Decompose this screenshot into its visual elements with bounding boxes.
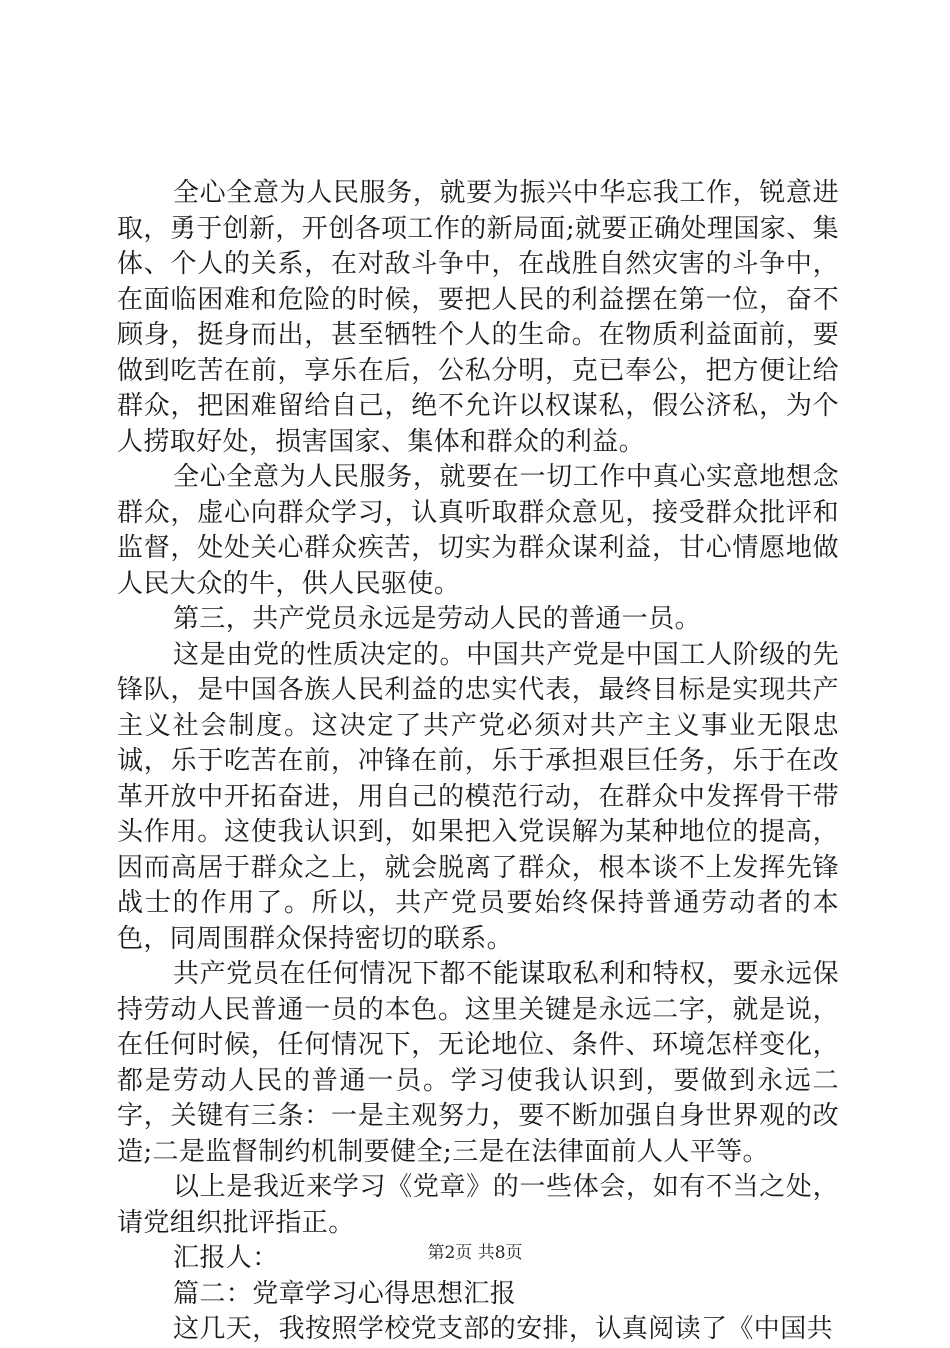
- reporter-line: 汇报人：: [173, 1243, 279, 1273]
- section-title: 篇二：党章学习心得思想汇报: [173, 1278, 517, 1309]
- document-body: [117, 176, 839, 1348]
- paragraph-2: 全心全意为人民服务，就要在一切工作中真心实意地想念群众，虚心向群众学习，认真听取群众意见，接受群众批评和监督，处处关心群众疾苦，切实为群众谋利益，甘心情愿地做人民大众的牛，供人民驱使。: [117, 462, 839, 599]
- paragraph-9: 这几天，我按照学校党支部的安排，认真阅读了《中国共: [173, 1314, 834, 1344]
- paragraph-6: 以上是我近来学习《党章》的一些体会，如有不当之处，请党组织批评指正。: [117, 1172, 839, 1238]
- paragraph-1: 全心全意为人民服务，就要为振兴中华忘我工作，锐意进取，勇于创新，开创各项工作的新局面;就要正确处理国家、集体、个人的关系，在对敌斗争中，在战胜自然灾害的斗争中，在面临困难和危险的时候，要把人民的利益摆在第一位，奋不顾身，挺身而出，甚至牺牲个人的生命。在物质利益面前，要做到吃苦在前，享乐在后，公私分明，克已奉公，把方便让给群众，把困难留给自己，绝不允许以权谋私，假公济私，为个人捞取好处，损害国家、集体和群众的利益。: [117, 178, 839, 457]
- paragraph-3-heading: 第三，共产党员永远是劳动人民的普通一员。: [173, 604, 702, 634]
- page-number: 第2页 共8页: [427, 1243, 523, 1263]
- paragraph-5: 共产党员在任何情况下都不能谋取私利和特权，要永远保持劳动人民普通一员的本色。这里关键是永远二字，就是说，在任何时候，任何情况下，无论地位、条件、环境怎样变化，都是劳动人民的普通一员。学习使我认识到，要做到永远二字，关键有三条：一是主观努力，要不断加强自身世界观的改造;二是监督制约机制要健全;三是在法律面前人人平等。: [117, 959, 839, 1167]
- paragraph-4: 这是由党的性质决定的。中国共产党是中国工人阶级的先锋队，是中国各族人民利益的忠实代表，最终目标是实现共产主义社会制度。这决定了共产党必须对共产主义事业无限忠诚，乐于吃苦在前，冲锋在前，乐于承担艰巨任务，乐于在改革开放中开拓奋进，用自己的模范行动，在群众中发挥骨干带头作用。这使我认识到，如果把入党误解为某种地位的提高，因而高居于群众之上，就会脱离了群众，根本谈不上发挥先锋战士的作用了。所以，共产党员要始终保持普通劳动者的本色，同周围群众保持密切的联系。: [117, 639, 839, 954]
